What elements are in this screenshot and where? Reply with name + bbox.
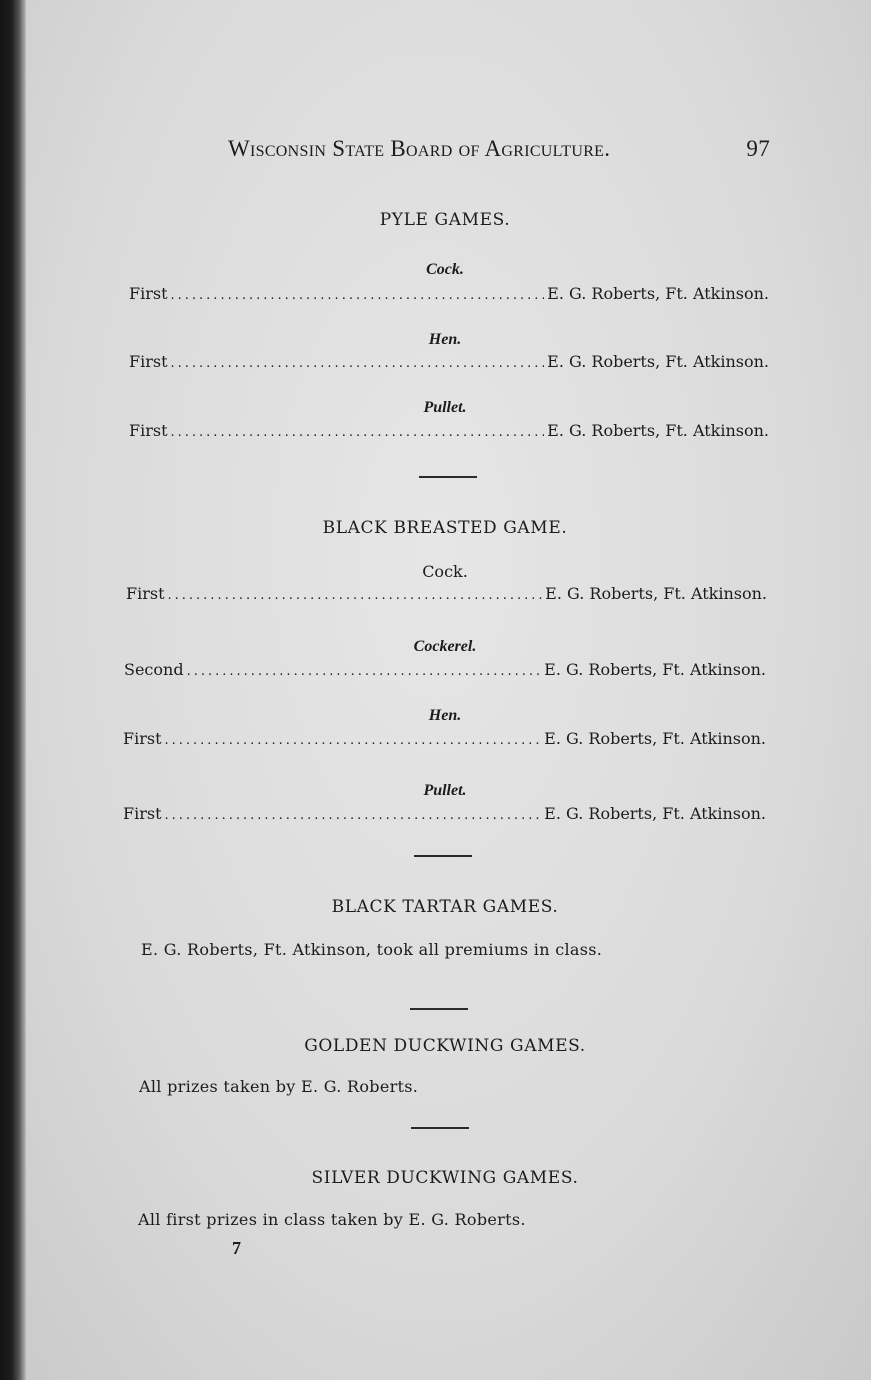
running-head-title: Wisconsin State Board of Agriculture. [228, 136, 611, 161]
section-note: E. G. Roberts, Ft. Atkinson, took all premiums in class. [141, 940, 603, 959]
prize-winner: E. G. Roberts, Ft. Atkinson. [547, 284, 769, 303]
dot-leader [187, 664, 542, 679]
prize-entry [126, 584, 767, 606]
dot-leader [165, 808, 542, 823]
prize-entry [129, 421, 769, 443]
prize-place: First [123, 729, 162, 748]
section-heading-golden-duckwing-games: GOLDEN DUCKWING GAMES. [304, 1036, 586, 1056]
prize-winner: E. G. Roberts, Ft. Atkinson. [547, 352, 769, 371]
class-label-pullet: Pullet. [423, 782, 467, 799]
section-divider [419, 476, 477, 478]
class-label-cock: Cock. [426, 261, 464, 278]
dot-leader [165, 733, 542, 748]
prize-place: First [129, 421, 168, 440]
prize-place: Second [124, 660, 184, 679]
section-heading-black-breasted-game: BLACK BREASTED GAME. [322, 518, 568, 538]
prize-winner: E. G. Roberts, Ft. Atkinson. [544, 804, 766, 823]
page-number: 97 [746, 136, 770, 161]
prize-entry [123, 804, 766, 826]
class-label-pullet: Pullet. [423, 399, 467, 416]
prize-winner: E. G. Roberts, Ft. Atkinson. [544, 660, 766, 679]
prize-place: First [129, 284, 168, 303]
prize-entry [129, 352, 769, 374]
class-label-hen: Hen. [428, 331, 462, 348]
prize-entry [123, 729, 766, 751]
running-head [228, 136, 770, 166]
prize-winner: E. G. Roberts, Ft. Atkinson. [545, 584, 767, 603]
section-divider [410, 1008, 468, 1010]
prize-winner: E. G. Roberts, Ft. Atkinson. [547, 421, 769, 440]
dot-leader [171, 288, 545, 303]
dot-leader [171, 356, 545, 371]
dot-leader [171, 425, 545, 440]
dot-leader [168, 588, 543, 603]
class-label-cock: Cock. [422, 562, 468, 581]
section-heading-pyle-games: PYLE GAMES. [379, 210, 511, 230]
prize-place: First [123, 804, 162, 823]
prize-place: First [126, 584, 165, 603]
section-heading-silver-duckwing-games: SILVER DUCKWING GAMES. [311, 1168, 579, 1188]
prize-winner: E. G. Roberts, Ft. Atkinson. [544, 729, 766, 748]
class-label-hen: Hen. [428, 707, 462, 724]
section-divider [414, 855, 472, 857]
section-note: All first prizes in class taken by E. G. Roberts. [138, 1210, 526, 1229]
prize-place: First [129, 352, 168, 371]
prize-entry [124, 660, 766, 682]
signature-mark: 7 [232, 1238, 241, 1258]
section-divider [411, 1127, 469, 1129]
section-heading-black-tartar-games: BLACK TARTAR GAMES. [331, 897, 559, 917]
prize-entry [129, 284, 769, 306]
book-spine-shadow [0, 0, 26, 1380]
section-note: All prizes taken by E. G. Roberts. [139, 1077, 419, 1096]
class-label-cockerel: Cockerel. [413, 638, 477, 655]
